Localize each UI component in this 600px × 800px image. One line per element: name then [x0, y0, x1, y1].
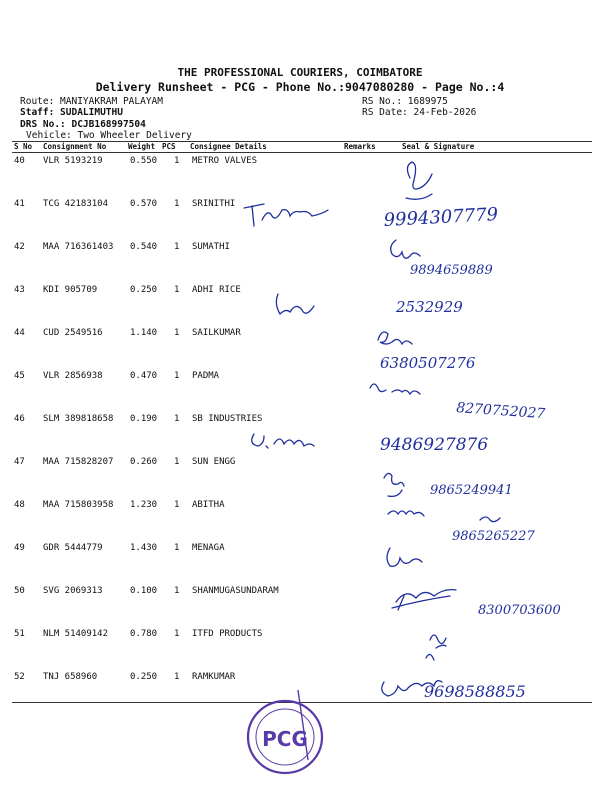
cell-sno: 41 — [14, 199, 25, 209]
cell-consignment: VLR 2856938 — [43, 371, 103, 381]
signature-51 — [426, 635, 446, 660]
col-consignee: Consignee Details — [190, 142, 267, 151]
stamp-text: PCG — [262, 727, 308, 751]
cell-consignment: TCG 42183104 — [43, 199, 109, 209]
cell-weight: 0.100 — [130, 586, 158, 596]
signature-50 — [392, 590, 456, 610]
hw-phone-48: 9865249941 — [430, 483, 513, 498]
pcg-stamp — [248, 690, 322, 773]
cell-consignee: MENAGA — [192, 543, 225, 553]
col-remarks: Remarks — [344, 142, 376, 151]
cell-weight: 0.250 — [130, 672, 158, 682]
hw-phone-42: 9894659889 — [410, 263, 493, 278]
cell-consignment: MAA 716361403 — [43, 242, 114, 252]
cell-consignment: TNJ 658960 — [43, 672, 98, 682]
cell-consignee: SAILKUMAR — [192, 328, 241, 338]
route-label: Route: MANIYAKRAM PALAYAM — [20, 96, 163, 107]
cell-sno: 52 — [14, 672, 25, 682]
cell-consignee: METRO VALVES — [192, 156, 258, 166]
hw-phone-45: 8270752027 — [455, 400, 546, 423]
cell-pcs: 1 — [174, 156, 180, 166]
cell-weight: 1.430 — [130, 543, 158, 553]
cell-sno: 44 — [14, 328, 25, 338]
cell-pcs: 1 — [174, 414, 180, 424]
cell-pcs: 1 — [174, 242, 180, 252]
staff-label: Staff: SUDALIMUTHU — [20, 107, 123, 118]
cell-sno: 45 — [14, 371, 25, 381]
cell-weight: 0.550 — [130, 156, 158, 166]
cell-weight: 1.230 — [130, 500, 158, 510]
hw-phone-43: 2532929 — [396, 298, 463, 316]
cell-consignment: NLM 51409142 — [43, 629, 109, 639]
signature-45 — [370, 384, 420, 394]
cell-sno: 48 — [14, 500, 25, 510]
handwritten-numbers — [380, 204, 561, 701]
cell-consignment: CUD 2549516 — [43, 328, 103, 338]
cell-consignee: ABITHA — [192, 500, 225, 510]
cell-weight: 0.190 — [130, 414, 158, 424]
cell-pcs: 1 — [174, 672, 180, 682]
rs-number: RS No.: 1689975 — [362, 96, 448, 107]
cell-sno: 47 — [14, 457, 25, 467]
cell-consignment: KDI 905709 — [43, 285, 98, 295]
cell-weight: 0.780 — [130, 629, 158, 639]
cell-pcs: 1 — [174, 457, 180, 467]
cell-sno: 50 — [14, 586, 25, 596]
cell-sno: 49 — [14, 543, 25, 553]
cell-consignment: VLR 5193219 — [43, 156, 103, 166]
signature-43 — [276, 294, 314, 314]
cell-pcs: 1 — [174, 500, 180, 510]
cell-consignee: ITFD PRODUCTS — [192, 629, 263, 639]
cell-sno: 40 — [14, 156, 25, 166]
cell-pcs: 1 — [174, 199, 180, 209]
cell-consignment: SLM 389818658 — [43, 414, 114, 424]
hw-phone-41: 9994307779 — [383, 204, 499, 231]
cell-consignee: PADMA — [192, 371, 220, 381]
cell-weight: 0.260 — [130, 457, 158, 467]
signature-49 — [387, 548, 422, 566]
signature-44 — [378, 332, 412, 344]
cell-pcs: 1 — [174, 586, 180, 596]
cell-sno: 42 — [14, 242, 25, 252]
cell-consignee: SUMATHI — [192, 242, 230, 252]
cell-consignee: RAMKUMAR — [192, 672, 236, 682]
cell-pcs: 1 — [174, 285, 180, 295]
col-sno: S No — [14, 142, 33, 151]
cell-consignment: MAA 715803958 — [43, 500, 114, 510]
cell-pcs: 1 — [174, 371, 180, 381]
col-consignment: Consignment No — [43, 142, 107, 151]
cell-weight: 0.470 — [130, 371, 158, 381]
hw-phone-49: 9865265227 — [452, 529, 535, 544]
signature-47 — [252, 434, 314, 448]
cell-consignee: SHANMUGASUNDARAM — [192, 586, 279, 596]
hw-phone-52: 9698588855 — [424, 682, 526, 701]
rs-date: RS Date: 24-Feb-2026 — [362, 107, 477, 118]
signature-41 — [244, 204, 328, 226]
col-pcs: PCS — [162, 142, 176, 151]
cell-consignment: GDR 5444779 — [43, 543, 103, 553]
cell-consignment: MAA 715828207 — [43, 457, 114, 467]
hw-phone-44: 6380507276 — [380, 354, 476, 372]
cell-consignee: SUN ENGG — [192, 457, 236, 467]
runsheet-subtitle: Delivery Runsheet - PCG - Phone No.:9047080280 - Page No.:4 — [95, 80, 505, 94]
cell-sno: 51 — [14, 629, 25, 639]
cell-consignee: SB INDUSTRIES — [192, 414, 263, 424]
signature-42 — [391, 240, 420, 258]
cell-weight: 0.570 — [130, 199, 158, 209]
cell-consignee: SRINITHI — [192, 199, 236, 209]
col-seal-signature: Seal & Signature — [402, 142, 475, 151]
signature-48b — [388, 511, 500, 522]
signature-strokes — [244, 162, 500, 696]
company-title: THE PROFESSIONAL COURIERS, COIMBATORE — [177, 66, 423, 79]
cell-weight: 0.250 — [130, 285, 158, 295]
signature-40 — [406, 162, 432, 199]
cell-weight: 1.140 — [130, 328, 158, 338]
drs-number: DRS No.: DCJB168997504 — [20, 119, 146, 130]
cell-pcs: 1 — [174, 328, 180, 338]
cell-consignee: ADHI RICE — [192, 285, 241, 295]
cell-pcs: 1 — [174, 543, 180, 553]
hw-phone-47: 9486927876 — [380, 435, 489, 455]
col-weight: Weight — [128, 142, 156, 151]
vehicle-label: Vehicle: Two Wheeler Delivery — [26, 130, 192, 141]
cell-consignment: SVG 2069313 — [43, 586, 103, 596]
signature-48 — [384, 473, 404, 496]
cell-pcs: 1 — [174, 629, 180, 639]
cell-sno: 46 — [14, 414, 25, 424]
hw-phone-50: 8300703600 — [478, 603, 561, 618]
cell-sno: 43 — [14, 285, 25, 295]
cell-weight: 0.540 — [130, 242, 158, 252]
